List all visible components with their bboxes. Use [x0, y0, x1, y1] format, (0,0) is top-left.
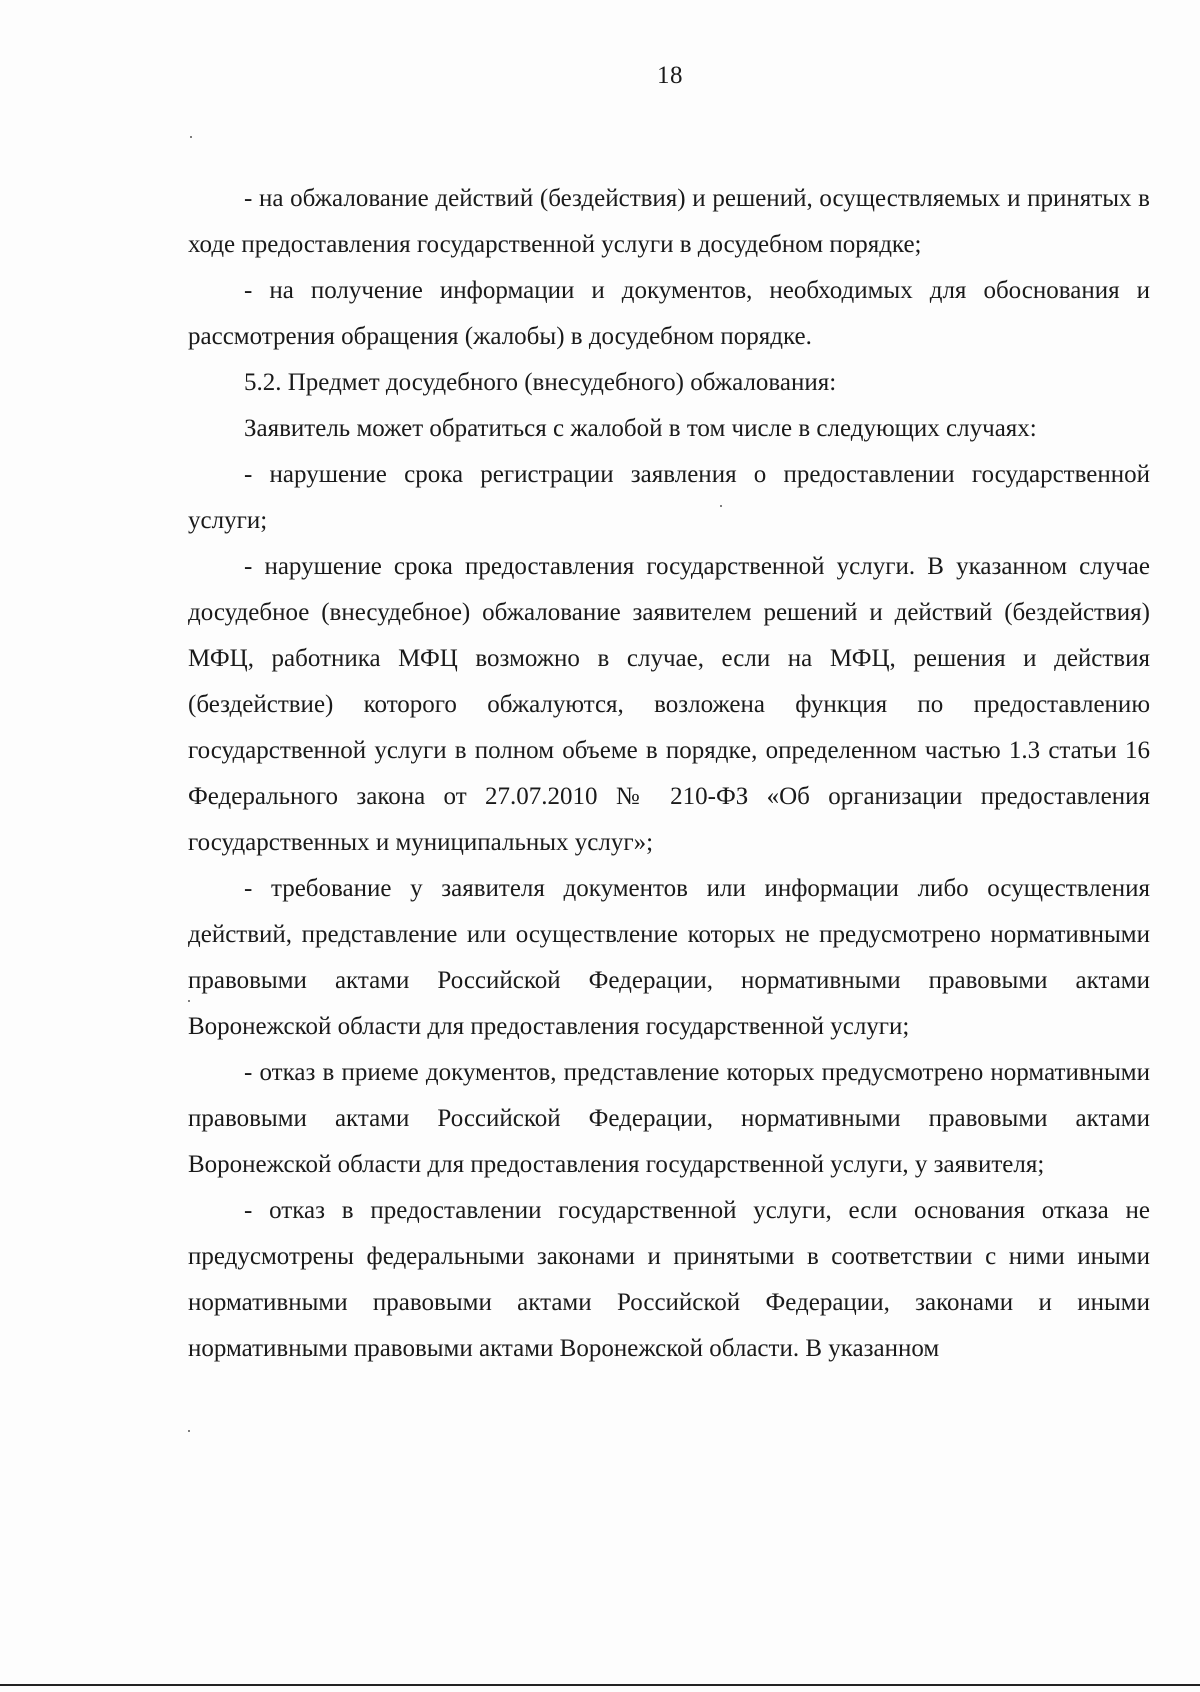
paragraph-document-requirement: - требование у заявителя документов или информации либо осуществления действий, представление или осуществление которых не предусмотрено нормативными правовыми актами Российской Федерации, нормативными правовыми актами Воронежской области для предоставления государственной услуги;: [188, 875, 1150, 1040]
page-bottom-rule: [0, 1684, 1200, 1686]
scan-speck: [720, 505, 722, 507]
paragraph-acceptance-refusal: - отказ в приеме документов, представление которых предусмотрено нормативными правовыми актами Российской Федерации, нормативными правовыми актами Воронежской области для предоставления государственной услуги, у заявителя;: [188, 1059, 1150, 1178]
paragraph-deadline-violation: - нарушение срока предоставления государственной услуги. В указанном случае досудебное (внесудебное) обжалование заявителем решений и действий (бездействия) МФЦ, работника МФЦ возможно в случае, если на МФЦ, решения и действия (бездействие) которого обжалуются, возложена функция по предоставлению государственной услуги в полном объеме в порядке, определенном частью 1.3 статьи 16 Федерального закона от 27.07.2010 № 210-ФЗ «Об организации предоставления государственных и муниципальных услуг»;: [188, 553, 1150, 856]
paragraph-complaint-cases: Заявитель может обратиться с жалобой в том числе в следующих случаях:: [244, 415, 1037, 442]
document-body: [188, 176, 1150, 1372]
paragraph-service-refusal: - отказ в предоставлении государственной услуги, если основания отказа не предусмотрены федеральными законами и принятыми в соответствии с ними иными нормативными правовыми актами Российской Федерации, законами и иными нормативными правовыми актами Воронежской области. В указанном: [188, 1197, 1150, 1362]
scan-speck: [190, 136, 192, 138]
paragraph-registration-violation: - нарушение срока регистрации заявления о предоставлении государственной услуги;: [188, 461, 1150, 534]
paragraph-information-access: - на получение информации и документов, необходимых для обоснования и рассмотрения обращения (жалобы) в досудебном порядке.: [188, 277, 1150, 350]
section-heading-5-2: 5.2. Предмет досудебного (внесудебного) обжалования:: [244, 369, 837, 396]
scan-speck: [188, 1430, 190, 1432]
page-number: 18: [657, 62, 683, 89]
scan-speck: [188, 1000, 190, 1002]
paragraph-appeal-actions: - на обжалование действий (бездействия) и решений, осуществляемых и принятых в ходе предоставления государственной услуги в досудебном порядке;: [188, 185, 1150, 258]
